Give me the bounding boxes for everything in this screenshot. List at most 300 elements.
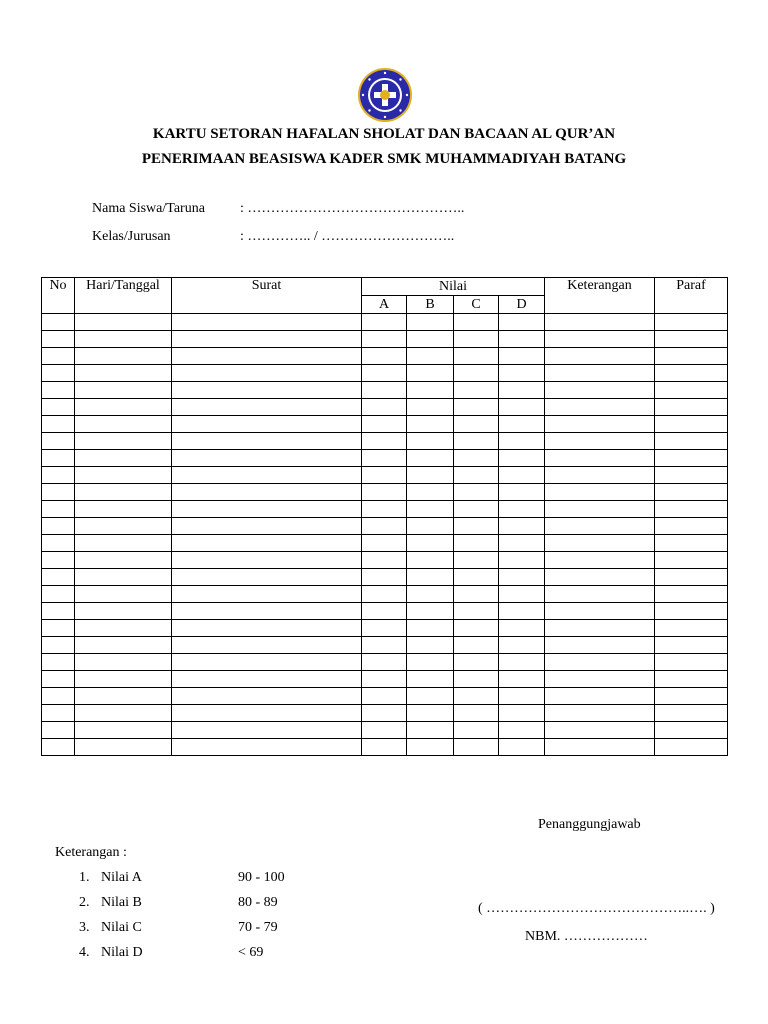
table-cell[interactable] — [407, 705, 454, 722]
table-cell[interactable] — [655, 416, 728, 433]
table-cell[interactable] — [499, 518, 545, 535]
header-surah: Surat — [172, 278, 362, 314]
table-cell[interactable] — [545, 348, 655, 365]
table-cell[interactable] — [362, 603, 407, 620]
table-cell[interactable] — [454, 620, 499, 637]
table-cell[interactable] — [454, 314, 499, 331]
table-cell[interactable] — [454, 705, 499, 722]
table-cell[interactable] — [42, 314, 75, 331]
table-cell[interactable] — [499, 586, 545, 603]
table-cell[interactable] — [454, 467, 499, 484]
table-cell[interactable] — [172, 603, 362, 620]
table-cell[interactable] — [454, 450, 499, 467]
table-cell[interactable] — [407, 416, 454, 433]
table-cell[interactable] — [454, 739, 499, 756]
table-cell[interactable] — [454, 416, 499, 433]
table-row — [42, 637, 728, 654]
table-cell[interactable] — [172, 382, 362, 399]
legend-range: < 69 — [238, 945, 264, 960]
table-cell[interactable] — [362, 722, 407, 739]
table-body — [42, 314, 728, 756]
table-row — [42, 348, 728, 365]
table-cell[interactable] — [454, 722, 499, 739]
table-cell[interactable] — [362, 705, 407, 722]
table-cell[interactable] — [75, 654, 172, 671]
table-row — [42, 620, 728, 637]
table-cell[interactable] — [545, 365, 655, 382]
table-row — [42, 586, 728, 603]
table-cell[interactable] — [655, 518, 728, 535]
table-row — [42, 433, 728, 450]
table-cell[interactable] — [362, 552, 407, 569]
table-cell[interactable] — [545, 722, 655, 739]
table-cell[interactable] — [75, 671, 172, 688]
legend-name: Nilai B — [101, 895, 142, 910]
table-cell[interactable] — [407, 654, 454, 671]
table-cell[interactable] — [655, 586, 728, 603]
table-cell[interactable] — [42, 620, 75, 637]
table-row — [42, 501, 728, 518]
table-cell[interactable] — [172, 433, 362, 450]
table-cell[interactable] — [407, 552, 454, 569]
document-title: KARTU SETORAN HAFALAN SHOLAT DAN BACAAN AL QUR’AN — [152, 126, 616, 142]
table-cell[interactable] — [545, 637, 655, 654]
table-cell[interactable] — [172, 637, 362, 654]
table-cell[interactable] — [75, 552, 172, 569]
name-label: Nama Siswa/Taruna — [92, 201, 205, 216]
table-cell[interactable] — [362, 450, 407, 467]
table-cell[interactable] — [42, 518, 75, 535]
table-cell[interactable] — [454, 688, 499, 705]
table-cell[interactable] — [499, 484, 545, 501]
table-cell[interactable] — [42, 739, 75, 756]
table-cell[interactable] — [42, 722, 75, 739]
table-cell[interactable] — [499, 314, 545, 331]
table-cell[interactable] — [545, 450, 655, 467]
legend-number: 3. — [79, 920, 90, 935]
table-cell[interactable] — [407, 518, 454, 535]
class-label: Kelas/Jurusan — [92, 229, 171, 244]
table-cell[interactable] — [655, 348, 728, 365]
table-cell[interactable] — [362, 654, 407, 671]
table-cell[interactable] — [545, 620, 655, 637]
header-score-d: D — [499, 296, 545, 314]
table-cell[interactable] — [75, 569, 172, 586]
table-cell[interactable] — [362, 739, 407, 756]
table-cell[interactable] — [407, 382, 454, 399]
table-cell[interactable] — [362, 467, 407, 484]
table-cell[interactable] — [172, 535, 362, 552]
table-row — [42, 365, 728, 382]
header-no: No — [42, 278, 75, 314]
header-date: Hari/Tanggal — [75, 278, 172, 314]
table-row — [42, 450, 728, 467]
table-cell[interactable] — [454, 586, 499, 603]
table-row — [42, 603, 728, 620]
table-cell[interactable] — [407, 314, 454, 331]
table-row — [42, 484, 728, 501]
table-cell[interactable] — [172, 450, 362, 467]
table-cell[interactable] — [407, 501, 454, 518]
table-cell[interactable] — [499, 382, 545, 399]
table-cell[interactable] — [499, 722, 545, 739]
legend-number: 4. — [79, 945, 90, 960]
table-cell[interactable] — [545, 671, 655, 688]
table-cell[interactable] — [172, 314, 362, 331]
table-cell[interactable] — [407, 467, 454, 484]
class-field[interactable]: : ………….. / ……………………….. — [240, 229, 455, 244]
table-cell[interactable] — [545, 535, 655, 552]
table-cell[interactable] — [655, 620, 728, 637]
table-cell[interactable] — [499, 671, 545, 688]
record-table — [41, 277, 728, 756]
table-cell[interactable] — [499, 467, 545, 484]
table-cell[interactable] — [362, 688, 407, 705]
table-cell[interactable] — [407, 348, 454, 365]
table-cell[interactable] — [42, 484, 75, 501]
table-cell[interactable] — [407, 433, 454, 450]
score-legend — [79, 870, 285, 970]
legend-name: Nilai A — [101, 870, 142, 885]
table-cell[interactable] — [499, 365, 545, 382]
table-cell[interactable] — [499, 654, 545, 671]
table-cell[interactable] — [362, 535, 407, 552]
table-cell[interactable] — [362, 365, 407, 382]
table-cell[interactable] — [362, 484, 407, 501]
table-cell[interactable] — [407, 671, 454, 688]
legend-range: 80 - 89 — [238, 895, 278, 910]
table-cell[interactable] — [407, 365, 454, 382]
table-cell[interactable] — [499, 739, 545, 756]
table-cell[interactable] — [407, 722, 454, 739]
table-cell[interactable] — [362, 331, 407, 348]
table-cell[interactable] — [655, 450, 728, 467]
table-cell[interactable] — [545, 654, 655, 671]
table-cell[interactable] — [545, 433, 655, 450]
table-cell[interactable] — [75, 722, 172, 739]
table-cell[interactable] — [42, 705, 75, 722]
table-cell[interactable] — [454, 348, 499, 365]
table-cell[interactable] — [545, 569, 655, 586]
table-cell[interactable] — [655, 688, 728, 705]
table-cell[interactable] — [172, 484, 362, 501]
header-sign: Paraf — [655, 278, 728, 314]
table-cell[interactable] — [454, 382, 499, 399]
table-row — [42, 739, 728, 756]
table-row — [42, 671, 728, 688]
table-cell[interactable] — [407, 603, 454, 620]
table-row — [42, 314, 728, 331]
table-cell[interactable] — [454, 603, 499, 620]
table-cell[interactable] — [172, 739, 362, 756]
table-cell[interactable] — [172, 569, 362, 586]
table-cell[interactable] — [454, 365, 499, 382]
table-cell[interactable] — [545, 501, 655, 518]
table-cell[interactable] — [499, 552, 545, 569]
table-cell[interactable] — [75, 484, 172, 501]
table-cell[interactable] — [454, 518, 499, 535]
table-cell[interactable] — [499, 603, 545, 620]
table-row — [42, 705, 728, 722]
table-cell[interactable] — [407, 586, 454, 603]
table-cell[interactable] — [362, 501, 407, 518]
table-cell[interactable] — [362, 416, 407, 433]
table-cell[interactable] — [499, 637, 545, 654]
table-cell[interactable] — [407, 688, 454, 705]
table-cell[interactable] — [655, 501, 728, 518]
table-cell[interactable] — [172, 722, 362, 739]
table-cell[interactable] — [407, 569, 454, 586]
table-cell[interactable] — [42, 450, 75, 467]
table-row — [42, 416, 728, 433]
legend-number: 1. — [79, 870, 90, 885]
table-cell[interactable] — [545, 331, 655, 348]
table-cell[interactable] — [42, 433, 75, 450]
table-row — [42, 518, 728, 535]
table-cell[interactable] — [42, 586, 75, 603]
table-cell[interactable] — [499, 433, 545, 450]
table-cell[interactable] — [655, 552, 728, 569]
table-cell[interactable] — [42, 569, 75, 586]
table-cell[interactable] — [655, 603, 728, 620]
table-cell[interactable] — [75, 739, 172, 756]
table-cell[interactable] — [362, 620, 407, 637]
table-cell[interactable] — [75, 467, 172, 484]
table-cell[interactable] — [362, 433, 407, 450]
table-cell[interactable] — [362, 399, 407, 416]
header-score-a: A — [362, 296, 407, 314]
table-row — [42, 654, 728, 671]
school-logo — [357, 67, 413, 123]
table-cell[interactable] — [75, 382, 172, 399]
table-row — [42, 535, 728, 552]
table-cell[interactable] — [499, 535, 545, 552]
table-cell[interactable] — [545, 739, 655, 756]
table-cell[interactable] — [655, 331, 728, 348]
table-cell[interactable] — [42, 348, 75, 365]
table-cell[interactable] — [362, 586, 407, 603]
table-cell[interactable] — [454, 535, 499, 552]
table-cell[interactable] — [75, 688, 172, 705]
legend-item — [79, 895, 285, 920]
table-cell[interactable] — [499, 399, 545, 416]
table-cell[interactable] — [75, 535, 172, 552]
table-cell[interactable] — [172, 399, 362, 416]
table-cell[interactable] — [499, 688, 545, 705]
table-cell[interactable] — [499, 620, 545, 637]
table-cell[interactable] — [362, 671, 407, 688]
table-cell[interactable] — [75, 603, 172, 620]
table-cell[interactable] — [172, 654, 362, 671]
table-cell[interactable] — [454, 399, 499, 416]
table-cell[interactable] — [172, 671, 362, 688]
table-cell[interactable] — [407, 739, 454, 756]
name-field[interactable]: : ……………………………………….. — [240, 201, 465, 216]
legend-name: Nilai D — [101, 945, 143, 960]
table-cell[interactable] — [75, 637, 172, 654]
table-row — [42, 331, 728, 348]
table-cell[interactable] — [75, 399, 172, 416]
table-cell[interactable] — [75, 331, 172, 348]
table-cell[interactable] — [42, 365, 75, 382]
table-cell[interactable] — [545, 552, 655, 569]
table-cell[interactable] — [545, 705, 655, 722]
table-cell[interactable] — [655, 535, 728, 552]
table-cell[interactable] — [454, 331, 499, 348]
table-cell[interactable] — [42, 416, 75, 433]
table-cell[interactable] — [655, 722, 728, 739]
table-cell[interactable] — [407, 535, 454, 552]
table-cell[interactable] — [75, 416, 172, 433]
document-subtitle: PENERIMAAN BEASISWA KADER SMK MUHAMMADIYAH BATANG — [141, 151, 627, 167]
legend-range: 70 - 79 — [238, 920, 278, 935]
table-cell[interactable] — [362, 637, 407, 654]
table-cell[interactable] — [655, 637, 728, 654]
table-cell[interactable] — [42, 467, 75, 484]
table-cell[interactable] — [454, 501, 499, 518]
legend-title: Keterangan : — [55, 845, 127, 860]
table-cell[interactable] — [545, 416, 655, 433]
legend-item — [79, 920, 285, 945]
table-cell[interactable] — [42, 535, 75, 552]
table-row — [42, 399, 728, 416]
table-cell[interactable] — [499, 331, 545, 348]
table-cell[interactable] — [655, 705, 728, 722]
nbm-field[interactable]: NBM. ……………… — [525, 929, 648, 944]
table-cell[interactable] — [172, 365, 362, 382]
responsible-label: Penanggungjawab — [538, 817, 641, 832]
table-row — [42, 688, 728, 705]
table-cell[interactable] — [545, 399, 655, 416]
table-cell[interactable] — [655, 671, 728, 688]
table-cell[interactable] — [499, 450, 545, 467]
header-note: Keterangan — [545, 278, 655, 314]
table-cell[interactable] — [454, 637, 499, 654]
header-score-b: B — [407, 296, 454, 314]
table-row — [42, 467, 728, 484]
table-row — [42, 722, 728, 739]
table-cell[interactable] — [172, 518, 362, 535]
table-cell[interactable] — [362, 518, 407, 535]
table-cell[interactable] — [499, 416, 545, 433]
legend-item — [79, 870, 285, 895]
table-cell[interactable] — [172, 620, 362, 637]
table-cell[interactable] — [655, 569, 728, 586]
table-cell[interactable] — [655, 739, 728, 756]
table-cell[interactable] — [362, 348, 407, 365]
table-cell[interactable] — [42, 671, 75, 688]
table-cell[interactable] — [172, 416, 362, 433]
table-cell[interactable] — [655, 654, 728, 671]
table-cell[interactable] — [75, 450, 172, 467]
legend-item — [79, 945, 285, 970]
table-cell[interactable] — [407, 450, 454, 467]
table-cell[interactable] — [172, 688, 362, 705]
table-cell[interactable] — [362, 314, 407, 331]
table-cell[interactable] — [454, 671, 499, 688]
table-cell[interactable] — [42, 603, 75, 620]
header-score: Nilai — [362, 278, 545, 296]
table-cell[interactable] — [75, 620, 172, 637]
legend-range: 90 - 100 — [238, 870, 285, 885]
table-cell[interactable] — [545, 314, 655, 331]
table-cell[interactable] — [407, 620, 454, 637]
table-cell[interactable] — [655, 365, 728, 382]
table-cell[interactable] — [75, 365, 172, 382]
table-cell[interactable] — [545, 382, 655, 399]
table-cell[interactable] — [655, 433, 728, 450]
table-cell[interactable] — [42, 688, 75, 705]
table-cell[interactable] — [499, 501, 545, 518]
table-row — [42, 552, 728, 569]
table-cell[interactable] — [42, 654, 75, 671]
table-row — [42, 569, 728, 586]
table-cell[interactable] — [655, 382, 728, 399]
table-cell[interactable] — [655, 399, 728, 416]
table-cell[interactable] — [407, 331, 454, 348]
table-cell[interactable] — [42, 331, 75, 348]
table-cell[interactable] — [362, 569, 407, 586]
table-cell[interactable] — [454, 484, 499, 501]
table-cell[interactable] — [42, 501, 75, 518]
table-cell[interactable] — [172, 348, 362, 365]
table-cell[interactable] — [545, 586, 655, 603]
table-cell[interactable] — [545, 688, 655, 705]
table-cell[interactable] — [172, 552, 362, 569]
table-cell[interactable] — [75, 586, 172, 603]
table-cell[interactable] — [172, 501, 362, 518]
table-cell[interactable] — [407, 637, 454, 654]
table-cell[interactable] — [454, 433, 499, 450]
table-cell[interactable] — [545, 484, 655, 501]
table-cell[interactable] — [454, 654, 499, 671]
table-cell[interactable] — [499, 569, 545, 586]
table-cell[interactable] — [362, 382, 407, 399]
legend-number: 2. — [79, 895, 90, 910]
table-cell[interactable] — [454, 552, 499, 569]
table-cell[interactable] — [499, 348, 545, 365]
table-cell[interactable] — [42, 637, 75, 654]
table-cell[interactable] — [42, 399, 75, 416]
table-cell[interactable] — [655, 484, 728, 501]
table-cell[interactable] — [75, 314, 172, 331]
table-cell[interactable] — [172, 331, 362, 348]
table-cell[interactable] — [172, 705, 362, 722]
table-cell[interactable] — [75, 705, 172, 722]
table-cell[interactable] — [655, 314, 728, 331]
table-cell[interactable] — [75, 348, 172, 365]
table-cell[interactable] — [545, 518, 655, 535]
table-cell[interactable] — [42, 552, 75, 569]
table-cell[interactable] — [499, 705, 545, 722]
table-cell[interactable] — [454, 569, 499, 586]
table-cell[interactable] — [75, 501, 172, 518]
table-cell[interactable] — [407, 399, 454, 416]
legend-name: Nilai C — [101, 920, 142, 935]
table-row — [42, 382, 728, 399]
header-score-c: C — [454, 296, 499, 314]
table-cell[interactable] — [75, 518, 172, 535]
table-cell[interactable] — [172, 586, 362, 603]
table-cell[interactable] — [545, 467, 655, 484]
table-cell[interactable] — [407, 484, 454, 501]
table-cell[interactable] — [655, 467, 728, 484]
signature-line[interactable]: ( ……………………………………..…. ) — [478, 901, 715, 916]
table-cell[interactable] — [172, 467, 362, 484]
table-cell[interactable] — [75, 433, 172, 450]
table-cell[interactable] — [42, 382, 75, 399]
table-cell[interactable] — [545, 603, 655, 620]
